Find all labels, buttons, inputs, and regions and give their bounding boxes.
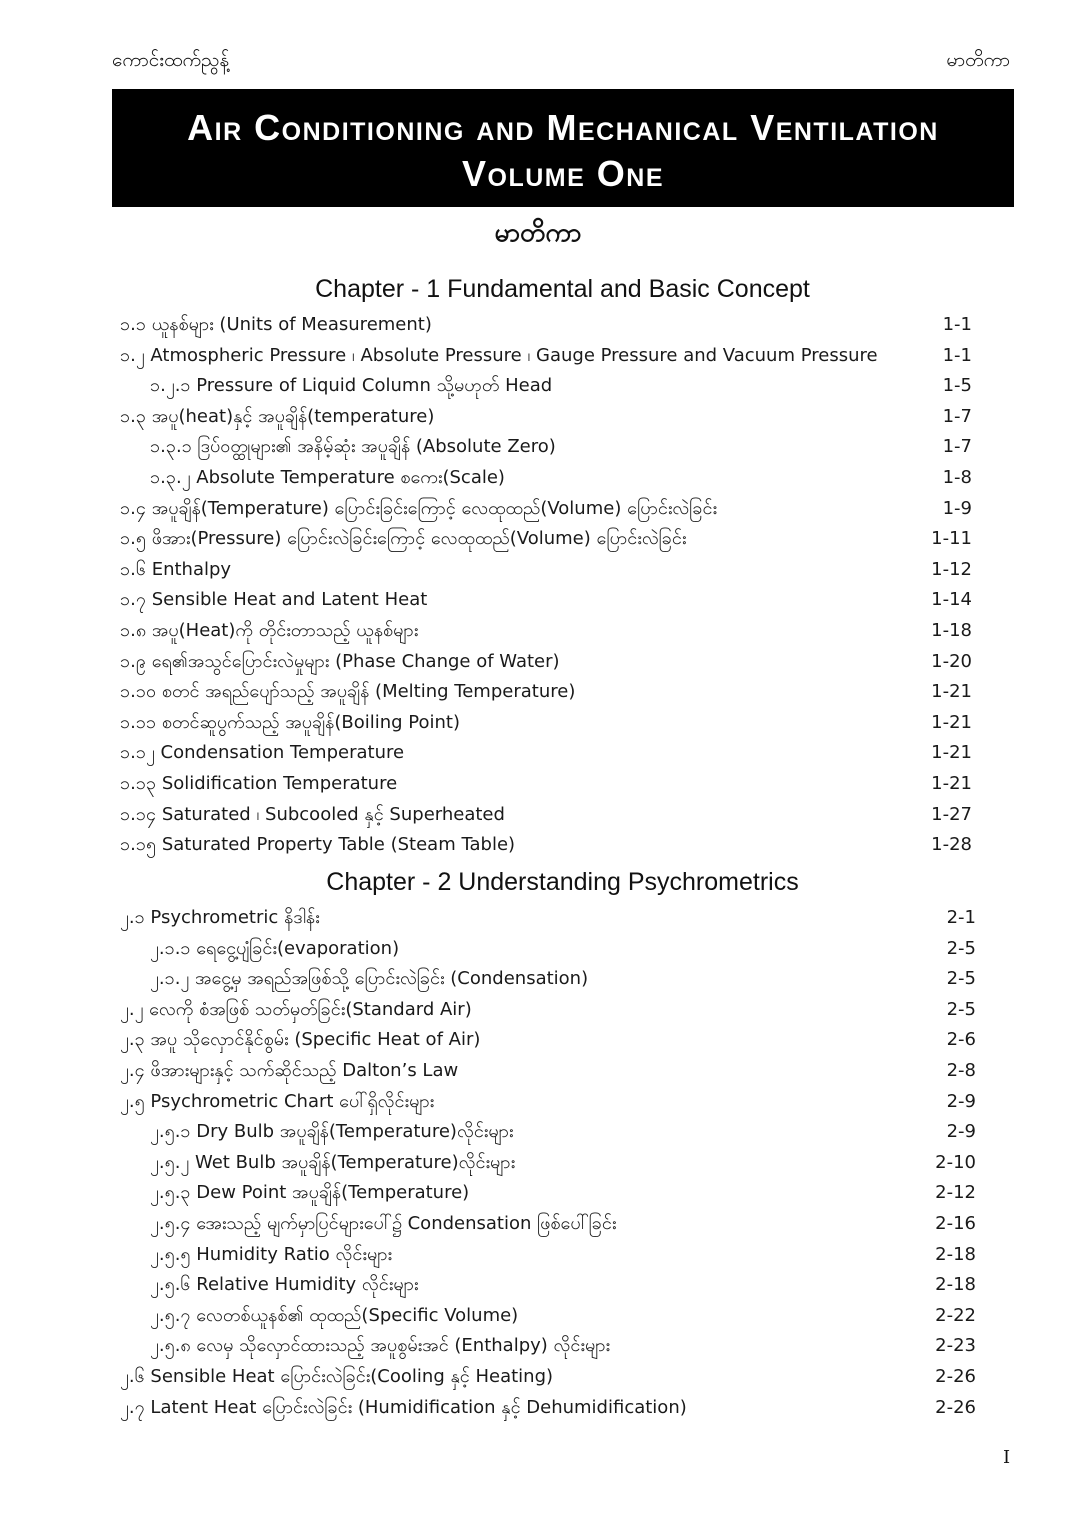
toc-entry-text: ၁.၆ Enthalpy	[120, 558, 232, 580]
toc-entry-text: ၁.၄ အပူချိန်(Temperature) ပြောင်းခြင်းကြောင့် လေထုထည်(Volume) ပြောင်းလဲခြင်း	[120, 497, 718, 519]
toc-entry[interactable]	[120, 649, 984, 680]
toc-entry-text: ၂.၅.၃ Dew Point အပူချိန်(Temperature)	[150, 1182, 470, 1204]
title-banner	[112, 89, 1014, 207]
toc-entry-page: 1-21	[931, 772, 972, 794]
toc-entry-text: ၂.၇ Latent Heat ပြောင်းလဲခြင်း (Humidification နှင့် Dehumidification)	[120, 1396, 687, 1418]
toc-entry[interactable]	[120, 343, 984, 374]
toc-entry-text: ၁.၂.၁ Pressure of Liquid Column သို့မဟုတ် Head	[150, 375, 553, 397]
toc-entry[interactable]	[120, 373, 984, 404]
volume-title: Volume One	[461, 153, 664, 194]
toc-entry[interactable]	[120, 1150, 984, 1181]
chapter-1-title: Chapter - 1 Fundamental and Basic Concept	[315, 275, 810, 303]
toc-entry-page: 1-20	[931, 650, 972, 672]
toc-entry-text: ၁.၁၄ Saturated ၊ Subcooled နှင့် Superheated	[120, 803, 505, 825]
toc-entry[interactable]	[120, 710, 984, 741]
toc-entry[interactable]	[120, 587, 984, 618]
toc-entry[interactable]	[120, 496, 984, 527]
toc-entry[interactable]	[120, 1211, 984, 1242]
toc-entry-text: ၂.၅.၅ Humidity Ratio လိုင်းများ	[150, 1243, 393, 1265]
toc-entry[interactable]	[120, 905, 984, 936]
toc-entry-text: ၂.၆ Sensible Heat ပြောင်းလဲခြင်း(Cooling နှင့် Heating)	[120, 1365, 554, 1387]
toc-entry-text: ၂.၁ Psychrometric နိဒါန်း	[120, 907, 320, 928]
toc-entry-page: 2-5	[946, 998, 976, 1020]
toc-heading: မာတိကာ	[494, 218, 582, 248]
toc-entry-page: 1-28	[931, 834, 972, 856]
toc-entry-text: ၂.၁.၁ ရေငွေ့ပျံခြင်း(evaporation)	[150, 937, 400, 959]
toc-entry-text: ၂.၃ အပူ သိုလှောင်နိုင်စွမ်း (Specific Heat of Air)	[120, 1029, 481, 1051]
toc-entry-text: ၂.၂ လေကို စံအဖြစ် သတ်မှတ်ခြင်း(Standard Air)	[120, 998, 472, 1020]
toc-entry-text: ၁.၃ အပူ(heat)နှင့် အပူချိန်(temperature)	[120, 405, 435, 427]
toc-entry-text: ၁.၁၅ Saturated Property Table (Steam Table)	[120, 834, 516, 856]
toc-entry-text: ၁.၁၂ Condensation Temperature	[120, 742, 405, 764]
toc-entry-text: ၂.၅.၁ Dry Bulb အပူချိန်(Temperature)လိုင်းများ	[150, 1121, 514, 1143]
toc-entry-text: ၁.၁၃ Solidification Temperature	[120, 772, 398, 794]
toc-entry[interactable]	[120, 1089, 984, 1120]
toc-entry-page: 2-6	[946, 1029, 976, 1051]
toc-entry[interactable]	[120, 1272, 984, 1303]
toc-entry-page: 2-10	[935, 1151, 976, 1173]
toc-entry-page: 2-9	[946, 1121, 976, 1143]
page-number: I	[1003, 1447, 1011, 1468]
toc-entry[interactable]	[120, 936, 984, 967]
toc-entry-text: ၂.၅ Psychrometric Chart ပေါ်ရှိလိုင်းများ	[120, 1090, 435, 1112]
toc-entry-page: 1-1	[942, 344, 972, 366]
toc-entry-page: 1-12	[931, 558, 972, 580]
toc-entry-page: 2-5	[946, 937, 976, 959]
toc-entry-page: 2-18	[935, 1243, 976, 1265]
toc-entry[interactable]	[120, 465, 984, 496]
toc-entry-text: ၂.၅.၂ Wet Bulb အပူချိန်(Temperature)လိုင်းများ	[150, 1151, 516, 1173]
toc-entry[interactable]	[120, 771, 984, 802]
book-title: Air Conditioning and Mechanical Ventilation	[187, 107, 939, 148]
toc-entry-text: ၁.၉ ရေ၏အသွင်ပြောင်းလဲမှုများ (Phase Change of Water)	[120, 650, 560, 672]
toc-entry-text: ၂.၅.၇ လေတစ်ယူနစ်၏ ထုထည်(Specific Volume)	[150, 1304, 519, 1326]
toc-entry-text: ၂.၅.၄ အေးသည့် မျက်မှာပြင်များပေါ်၌ Condensation ဖြစ်ပေါ်ခြင်း	[150, 1212, 617, 1234]
author-name: ကောင်းထက်ညွန့်	[112, 49, 230, 71]
toc-entry-page: 1-18	[931, 619, 972, 641]
toc-entry[interactable]	[120, 1395, 984, 1426]
toc-entry-text: ၁.၁၀ စတင် အရည်ပျော်သည့် အပူချိန် (Melting Temperature)	[120, 681, 576, 703]
toc-entry[interactable]	[120, 404, 984, 435]
toc-entry[interactable]	[120, 966, 984, 997]
toc-entry-page: 2-8	[946, 1059, 976, 1081]
toc-entry-text: ၂.၅.၆ Relative Humidity လိုင်းများ	[150, 1274, 419, 1296]
toc-entry-text: ၁.၇ Sensible Heat and Latent Heat	[120, 589, 428, 611]
toc-entry[interactable]	[120, 1303, 984, 1334]
toc-entry-text: ၂.၅.၈ လေမှ သိုလှောင်ထားသည့် အပူစွမ်းအင် (Enthalpy) လိုင်းများ	[150, 1335, 611, 1357]
toc-entry-page: 1-1	[942, 314, 972, 335]
toc-entry-page: 1-8	[942, 466, 972, 488]
toc-entry[interactable]	[120, 618, 984, 649]
toc-entry-page: 1-5	[942, 375, 972, 397]
toc-entry-page: 2-1	[946, 907, 976, 928]
toc-entry-text: ၂.၁.၂ အငွေ့မှ အရည်အဖြစ်သို့ ပြောင်းလဲခြင်း (Condensation)	[150, 968, 589, 990]
toc-entry[interactable]	[120, 1027, 984, 1058]
running-header	[112, 48, 1010, 78]
toc-entry-page: 1-21	[931, 711, 972, 733]
toc-entry-page: 1-21	[931, 742, 972, 764]
toc-entry-text: ၁.၅ ဖိအား(Pressure) ပြောင်းလဲခြင်းကြောင့် လေထုထည်(Volume) ပြောင်းလဲခြင်း	[120, 528, 687, 550]
toc-entry-page: 1-14	[931, 589, 972, 611]
toc-entry[interactable]	[120, 557, 984, 588]
chapter-1-toc	[120, 312, 984, 863]
toc-entry-page: 2-5	[946, 968, 976, 990]
toc-entry-text: ၂.၄ ဖိအားများနှင့် သက်ဆိုင်သည့် Dalton’s Law	[120, 1059, 459, 1081]
toc-entry[interactable]	[120, 832, 984, 863]
chapter-2-title: Chapter - 2 Understanding Psychrometrics	[326, 868, 799, 896]
toc-entry-page: 1-7	[942, 405, 972, 427]
toc-entry-page: 2-26	[935, 1365, 976, 1387]
toc-entry-text: ၁.၈ အပူ(Heat)ကို တိုင်းတာသည့် ယူနစ်များ	[120, 619, 419, 641]
toc-entry[interactable]	[120, 740, 984, 771]
toc-entry-page: 2-16	[935, 1212, 976, 1234]
toc-entry[interactable]	[120, 526, 984, 557]
toc-entry-page: 1-7	[942, 436, 972, 458]
toc-entry[interactable]	[120, 1333, 984, 1364]
toc-entry-text: ၁.၁ ယူနစ်များ (Units of Measurement)	[120, 314, 432, 335]
toc-entry[interactable]	[120, 802, 984, 833]
toc-entry-page: 1-9	[942, 497, 972, 519]
toc-entry-page: 1-21	[931, 681, 972, 703]
toc-entry-text: ၁.၃.၂ Absolute Temperature စကေး(Scale)	[150, 466, 505, 488]
toc-entry-page: 1-27	[931, 803, 972, 825]
toc-entry[interactable]	[120, 1242, 984, 1273]
toc-entry[interactable]	[120, 679, 984, 710]
toc-entry-page: 2-12	[935, 1182, 976, 1204]
toc-entry-text: ၁.၃.၁ ဒြပ်ဝတ္ထုများ၏ အနိမ့်ဆုံး အပူချိန် (Absolute Zero)	[150, 436, 556, 458]
toc-entry-page: 1-11	[931, 528, 972, 550]
toc-entry[interactable]	[120, 1058, 984, 1089]
toc-entry-page: 2-9	[946, 1090, 976, 1112]
toc-entry[interactable]	[120, 1364, 984, 1395]
toc-entry-text: ၁.၁၁ စတင်ဆူပွက်သည့် အပူချိန်(Boiling Point)	[120, 711, 460, 733]
toc-entry-page: 2-18	[935, 1274, 976, 1296]
chapter-2-toc	[120, 905, 984, 1425]
header-section-title: မာတိကာ	[946, 49, 1010, 71]
toc-entry[interactable]	[120, 312, 984, 343]
toc-entry-page: 2-23	[935, 1335, 976, 1357]
toc-entry-page: 2-26	[935, 1396, 976, 1418]
toc-entry[interactable]	[120, 1119, 984, 1150]
toc-entry[interactable]	[120, 997, 984, 1028]
toc-entry-page: 2-22	[935, 1304, 976, 1326]
toc-entry[interactable]	[120, 434, 984, 465]
toc-entry[interactable]	[120, 1180, 984, 1211]
toc-entry-text: ၁.၂ Atmospheric Pressure ၊ Absolute Pressure ၊ Gauge Pressure and Vacuum Pressure	[120, 344, 878, 366]
